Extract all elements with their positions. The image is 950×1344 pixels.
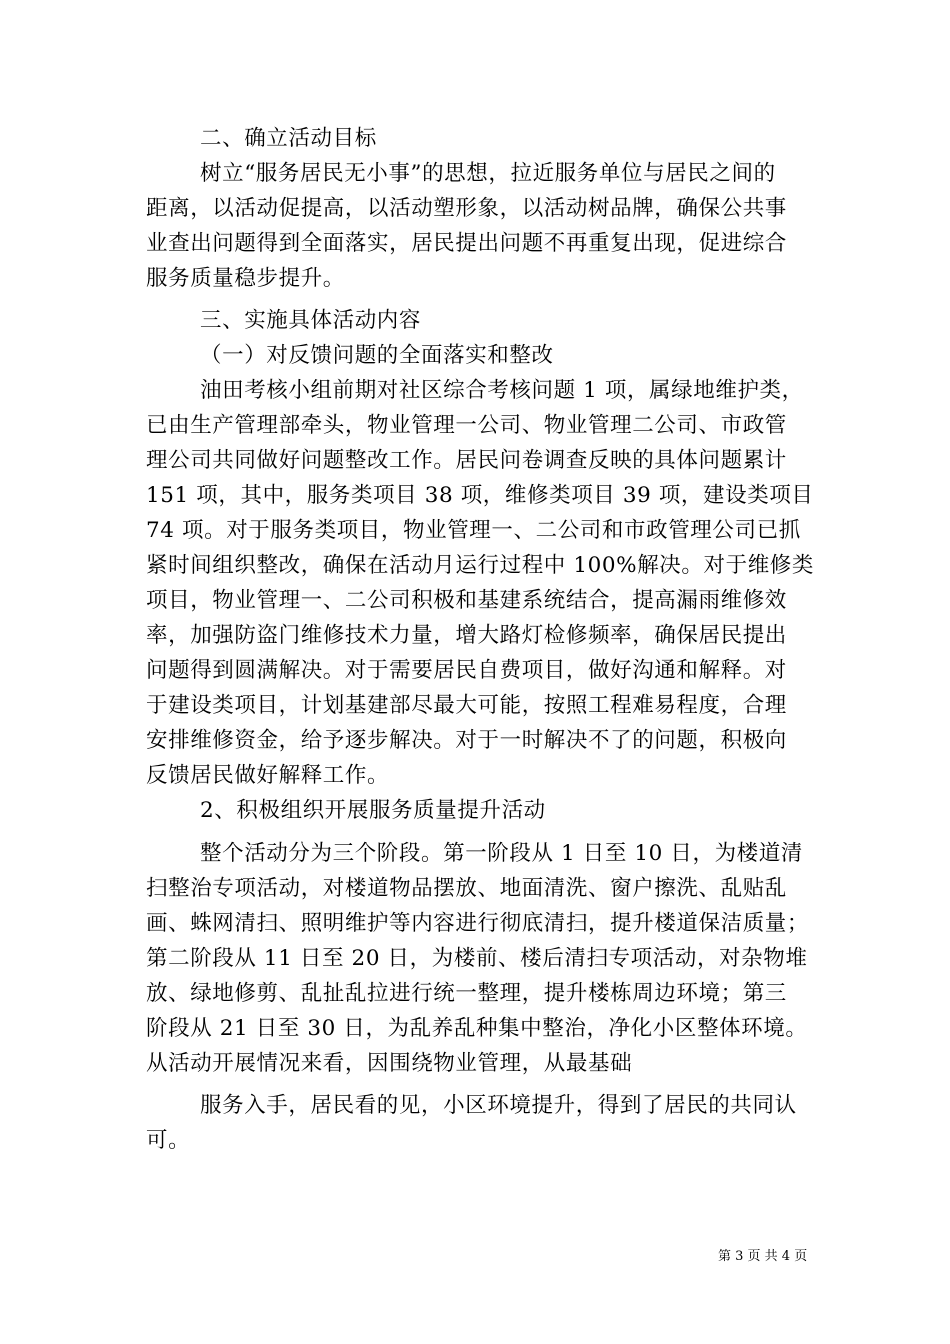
text-line: 油田考核小组前期对社区综合考核问题 1 项，属绿地维护类， <box>200 378 804 403</box>
text-line: 树立“服务居民无小事”的思想，拉近服务单位与居民之间的 <box>200 161 776 186</box>
text-line: 三、实施具体活动内容 <box>200 308 422 333</box>
text-line: 服务入手，居民看的见，小区环境提升，得到了居民的共同认 <box>200 1093 797 1118</box>
text-line: 74 项。对于服务类项目，物业管理一、二公司和市政管理公司已抓 <box>146 518 801 543</box>
text-line: 整个活动分为三个阶段。第一阶段从 1 日至 10 日，为楼道清 <box>200 841 803 866</box>
text-line: 距离，以活动促提高，以活动塑形象，以活动树品牌，确保公共事 <box>146 196 787 221</box>
text-line: 服务质量稳步提升。 <box>146 266 345 291</box>
text-line: 2、积极组织开展服务质量提升活动 <box>200 798 546 823</box>
text-line: 理公司共同做好问题整改工作。居民问卷调查反映的具体问题累计 <box>146 448 787 473</box>
text-line: 率，加强防盗门维修技术力量，增大路灯检修频率，确保居民提出 <box>146 623 787 648</box>
text-line: 阶段从 21 日至 30 日，为乱养乱种集中整治，净化小区整体环境。 <box>146 1016 808 1041</box>
text-line: 安排维修资金，给予逐步解决。对于一时解决不了的问题，积极向 <box>146 728 787 753</box>
text-line: 画、蛛网清扫、照明维护等内容进行彻底清扫，提升楼道保洁质量； <box>146 911 810 936</box>
text-line: 紧时间组织整改，确保在活动月运行过程中 100%解决。对于维修类 <box>146 553 815 578</box>
text-line: 151 项，其中，服务类项目 38 项，维修类项目 39 项，建设类项目 <box>146 483 814 508</box>
text-line: 于建设类项目，计划基建部尽最大可能，按照工程难易程度，合理 <box>146 693 787 718</box>
text-line: 第二阶段从 11 日至 20 日，为楼前、楼后清扫专项活动，对杂物堆 <box>146 946 808 971</box>
text-line: 业查出问题得到全面落实，居民提出问题不再重复出现，促进综合 <box>146 231 787 256</box>
text-line: 可。 <box>146 1128 191 1153</box>
text-line: 扫整治专项活动，对楼道物品摆放、地面清洗、窗户擦洗、乱贴乱 <box>146 876 787 901</box>
text-line: 从活动开展情况来看，因围绕物业管理，从最基础 <box>146 1051 633 1076</box>
text-line: 二、确立活动目标 <box>200 126 377 151</box>
page-indicator: 第 3 页 共 4 页 <box>718 1249 808 1264</box>
text-line: 项目，物业管理一、二公司积极和基建系统结合，提高漏雨维修效 <box>146 588 787 613</box>
text-line: 反馈居民做好解释工作。 <box>146 763 390 788</box>
text-line: （一）对反馈问题的全面落实和整改 <box>200 343 554 368</box>
text-line: 问题得到圆满解决。对于需要居民自费项目，做好沟通和解释。对 <box>146 658 787 683</box>
text-line: 放、绿地修剪、乱扯乱拉进行统一整理，提升楼栋周边环境；第三 <box>146 981 787 1006</box>
text-line: 已由生产管理部牵头，物业管理一公司、物业管理二公司、市政管 <box>146 413 787 438</box>
